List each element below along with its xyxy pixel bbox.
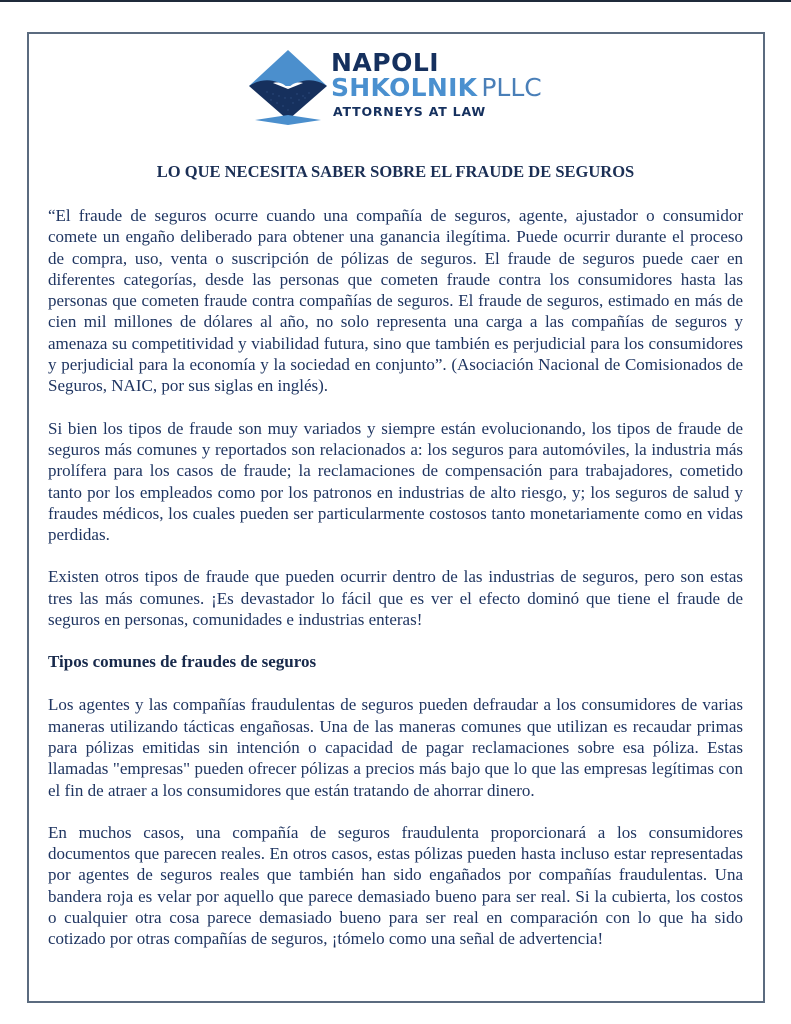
document-body [48, 160, 743, 950]
napoli-shkolnik-diamond-logo-icon [247, 48, 329, 126]
fraudulent-agents-paragraph: Los agentes y las compañías fraudulentas de seguros pueden defraudar a los consumidores de varias maneras utilizando tácticas engañosas. Una de las maneras comunes que utilizan es recaudar primas para pólizas emitidas sin intención o capacidad de pagar reclamaciones sobre esa póliza. Estas llamadas "empresas" pueden ofrecer pólizas a precios más bajo que lo que las empresas legítimas con el fin de atraer a los consumidores que están tratando de ahorrar dinero. [48, 695, 743, 800]
logo-name-shkolnik-line [331, 75, 542, 101]
logo-name-napoli: NAPOLI [331, 48, 440, 77]
domino-effect-paragraph: Existen otros tipos de fraude que pueden ocurrir dentro de las industrias de seguros, pero son estas tres las más comunes. ¡Es devastador lo fácil que es ver el efecto dominó que tiene el fraude de seguros en personas, comunidades e industrias enteras! [48, 567, 743, 630]
top-edge-rule [0, 0, 791, 2]
section-heading: Tipos comunes de fraudes de seguros [48, 652, 317, 672]
logo-tagline: ATTORNEYS AT LAW [333, 104, 486, 119]
common-fraud-types-paragraph: Si bien los tipos de fraude son muy variados y siempre están evolucionando, los tipos de fraude de seguros más comunes y reportados son relacionados a: los seguros para automóviles, la industria más prolífera para los casos de fraude; la reclamaciones de compensación para trabajadores, cometido tanto por los empleados como por los patronos en industrias de alto riesgo, y; los seguros de salud y fraudes médicos, los cuales pueden ser particularmente costosos tanto monetariamente como en vidas perdidas. [48, 418, 743, 545]
red-flag-paragraph: En muchos casos, una compañía de seguros fraudulenta proporcionará a los consumidores documentos que parecen reales. En otros casos, estas pólizas pueden hasta incluso estar representadas por agentes de seguros reales que también han sido engañados por compañías fraudulentas. Una bandera roja es velar por aquello que parece demasiado bueno para ser real. Si la cubierta, los costos o cualquier otra cosa parece demasiado bueno para ser real en comparación con lo que ha sido cotizado por otras compañías de seguros, ¡tómelo como una señal de advertencia! [48, 822, 743, 949]
firm-logo [247, 48, 547, 126]
intro-quote-paragraph: “El fraude de seguros ocurre cuando una compañía de seguros, agente, ajustador o consumidor comete un engaño deliberado para obtener una ganancia ilegítima. Puede ocurrir durante el proceso de compra, uso, venta o suscripción de pólizas de seguros. El fraude de seguros puede caer en diferentes categorías, desde las personas que cometen fraude contra los consumidores hasta las personas que cometen fraude contra compañías de seguros. El fraude de seguros, estimado en más de cien mil millones de dólares al año, no solo representa una carga a las compañías de seguros y amenaza su competitividad y viabilidad futura, sino que también es perjudicial para los consumidores y perjudicial para la economía y la sociedad en conjunto”. (Asociación Nacional de Comisionados de Seguros, NAIC, por sus siglas en inglés). [48, 206, 743, 396]
page-title: LO QUE NECESITA SABER SOBRE EL FRAUDE DE SEGUROS [156, 162, 635, 181]
logo-suffix-pllc: PLLC [481, 73, 542, 102]
logo-name-shkolnik: SHKOLNIK [331, 73, 478, 102]
logo-wordmark [331, 50, 542, 121]
